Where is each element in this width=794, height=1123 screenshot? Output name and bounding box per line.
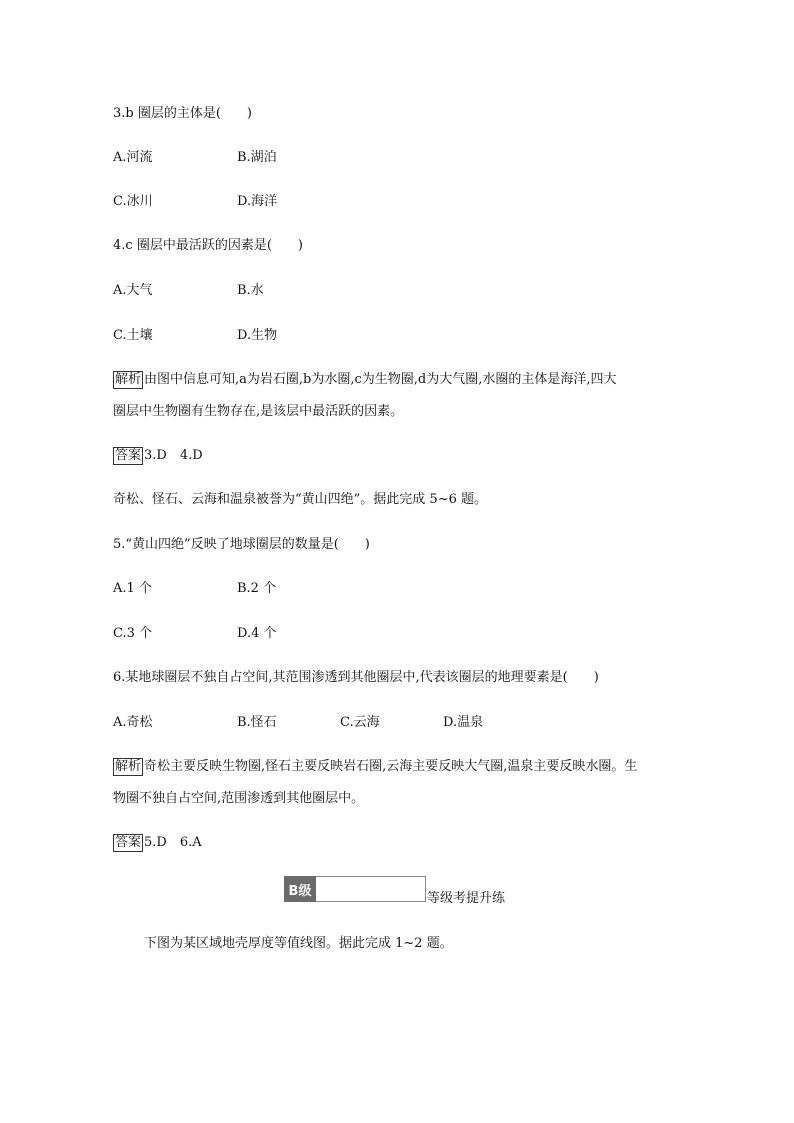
answer-tag: 答案	[115, 835, 142, 850]
analysis-2-line-2: 物圈不独自占空间,范围渗透到其他圈层中。	[113, 791, 365, 806]
q5-option-c: C.3 个	[113, 626, 153, 641]
question-5-stem: 5.“黄山四绝”反映了地球圈层的数量是( )	[113, 537, 370, 552]
analysis-2-line-1: 奇松主要反映生物圈,怪石主要反映岩石圈,云海主要反映大气圈,温泉主要反映水圈。生	[144, 759, 638, 774]
analysis-1-line-2: 圈层中生物圈有生物存在,是该层中最活跃的因素。	[113, 404, 404, 419]
answer-tag: 答案	[115, 448, 142, 463]
q4-option-c: C.土壤	[113, 328, 153, 343]
intro-5-6: 奇松、怪石、云海和温泉被誉为“黄山四绝”。据此完成 5~6 题。	[113, 492, 487, 507]
q6-option-c: C.云海	[340, 715, 380, 730]
q4-option-d: D.生物	[237, 328, 278, 343]
q4-option-b: B.水	[237, 283, 264, 298]
analysis-tag: 解析	[115, 372, 142, 387]
q3-option-a: A.河流	[113, 150, 153, 165]
question-3-stem: 3.b 圈层的主体是( )	[113, 106, 253, 121]
section-header	[284, 876, 426, 902]
analysis-1	[113, 370, 617, 390]
q4-option-a: A.大气	[113, 283, 153, 298]
answer-1-text: 3.D 4.D	[144, 448, 203, 463]
q3-option-d: D.海洋	[237, 194, 278, 209]
q5-option-a: A.1 个	[113, 581, 152, 596]
q6-option-a: A.奇松	[113, 715, 153, 730]
q3-option-b: B.湖泊	[237, 150, 277, 165]
analysis-2	[113, 757, 637, 777]
analysis-tag: 解析	[115, 759, 142, 774]
section-label: 等级考提升练	[427, 891, 506, 906]
q5-option-b: B.2 个	[237, 581, 277, 596]
question-6-stem: 6.某地球圈层不独自占空间,其范围渗透到其他圈层中,代表该圈层的地理要素是( )	[113, 670, 599, 685]
q5-option-d: D.4 个	[237, 626, 277, 641]
intro-1-2: 下图为某区域地壳厚度等值线图。据此完成 1~2 题。	[144, 936, 453, 951]
grade-box	[316, 876, 426, 902]
q6-option-d: D.温泉	[443, 715, 484, 730]
question-4-stem: 4.c 圈层中最活跃的因素是( )	[113, 238, 303, 253]
answer-2	[113, 833, 202, 853]
analysis-1-line-1: 由图中信息可知,a为岩石圈,b为水圈,c为生物圈,d为大气圈,水圈的主体是海洋,四大	[144, 372, 617, 387]
grade-badge: B级	[284, 876, 316, 902]
answer-1	[113, 446, 203, 466]
q6-option-b: B.怪石	[237, 715, 277, 730]
answer-2-text: 5.D 6.A	[144, 835, 202, 850]
q3-option-c: C.冰川	[113, 194, 153, 209]
